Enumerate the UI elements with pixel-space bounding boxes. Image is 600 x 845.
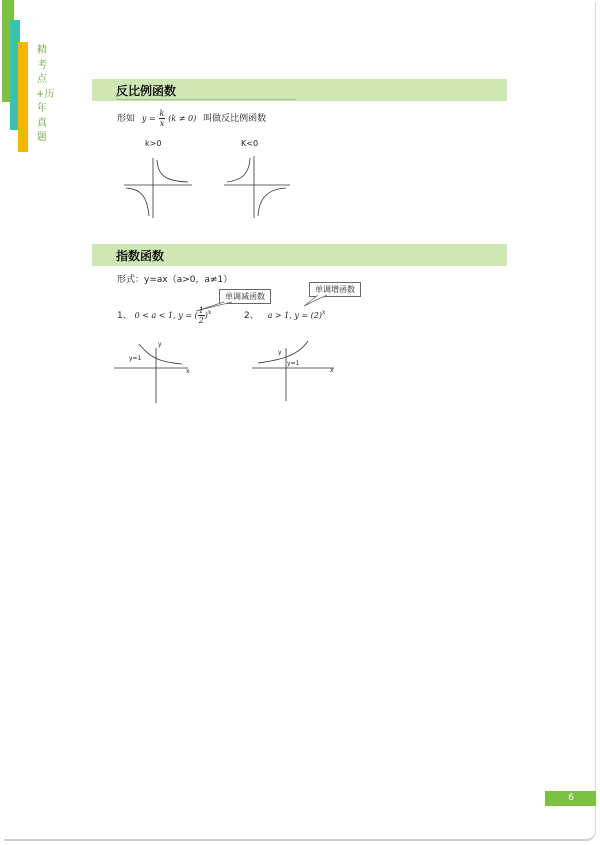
formula-lhs: y = [141,114,156,123]
formula-condition: (k ≠ 0) [168,114,197,123]
axis-label-y: y [158,341,162,348]
case1-formula-a: 0 < a < 1, y = ( [134,311,198,320]
definition-prefix: 形如 [117,114,136,124]
intercept-label: y=1 [129,355,142,362]
axis-label-y: y [278,349,282,356]
page-number-box [545,791,596,806]
case1-numerator: 1 [198,306,204,315]
callout-increasing: 单调增函数 [309,282,361,297]
side-title: 精考点+历年真题 [36,45,55,143]
graph-exponential-increasing [250,338,335,406]
case1-line [117,306,211,325]
exponential-form: 形式：y=ax（a>0，a≠1） [117,275,233,285]
intercept-label: y=1 [287,360,300,367]
graph-label-k-negative: K<0 [241,139,259,148]
axis-label-x: x [330,367,334,374]
case1-denominator: 2 [198,316,204,325]
case1-fraction [198,306,205,325]
page-number: 6 [568,793,574,803]
axis-label-x: x [186,368,190,375]
section-title: 反比例函数 [116,84,177,98]
graph-label-k-positive: k>0 [145,139,162,148]
formula-denominator: x [159,119,165,128]
case1-exponent: x [207,309,212,316]
formula-numerator: k [159,109,165,118]
graph-exponential-decreasing [112,338,197,406]
case2-formula: a > 1, y = (2) [267,311,322,320]
case2-exponent: x [321,309,326,316]
callout-pointer-increasing [304,295,327,306]
case2-index: 2、 [244,311,259,321]
case2-line [244,308,325,321]
section-title: 指数函数 [116,249,165,263]
case1-index: 1、 [117,311,132,321]
definition-suffix: 叫做反比例函数 [203,114,267,124]
callout-decreasing: 单调减函数 [219,289,271,304]
exponential-curve [258,341,308,363]
case1-formula-b: ) [204,311,208,320]
